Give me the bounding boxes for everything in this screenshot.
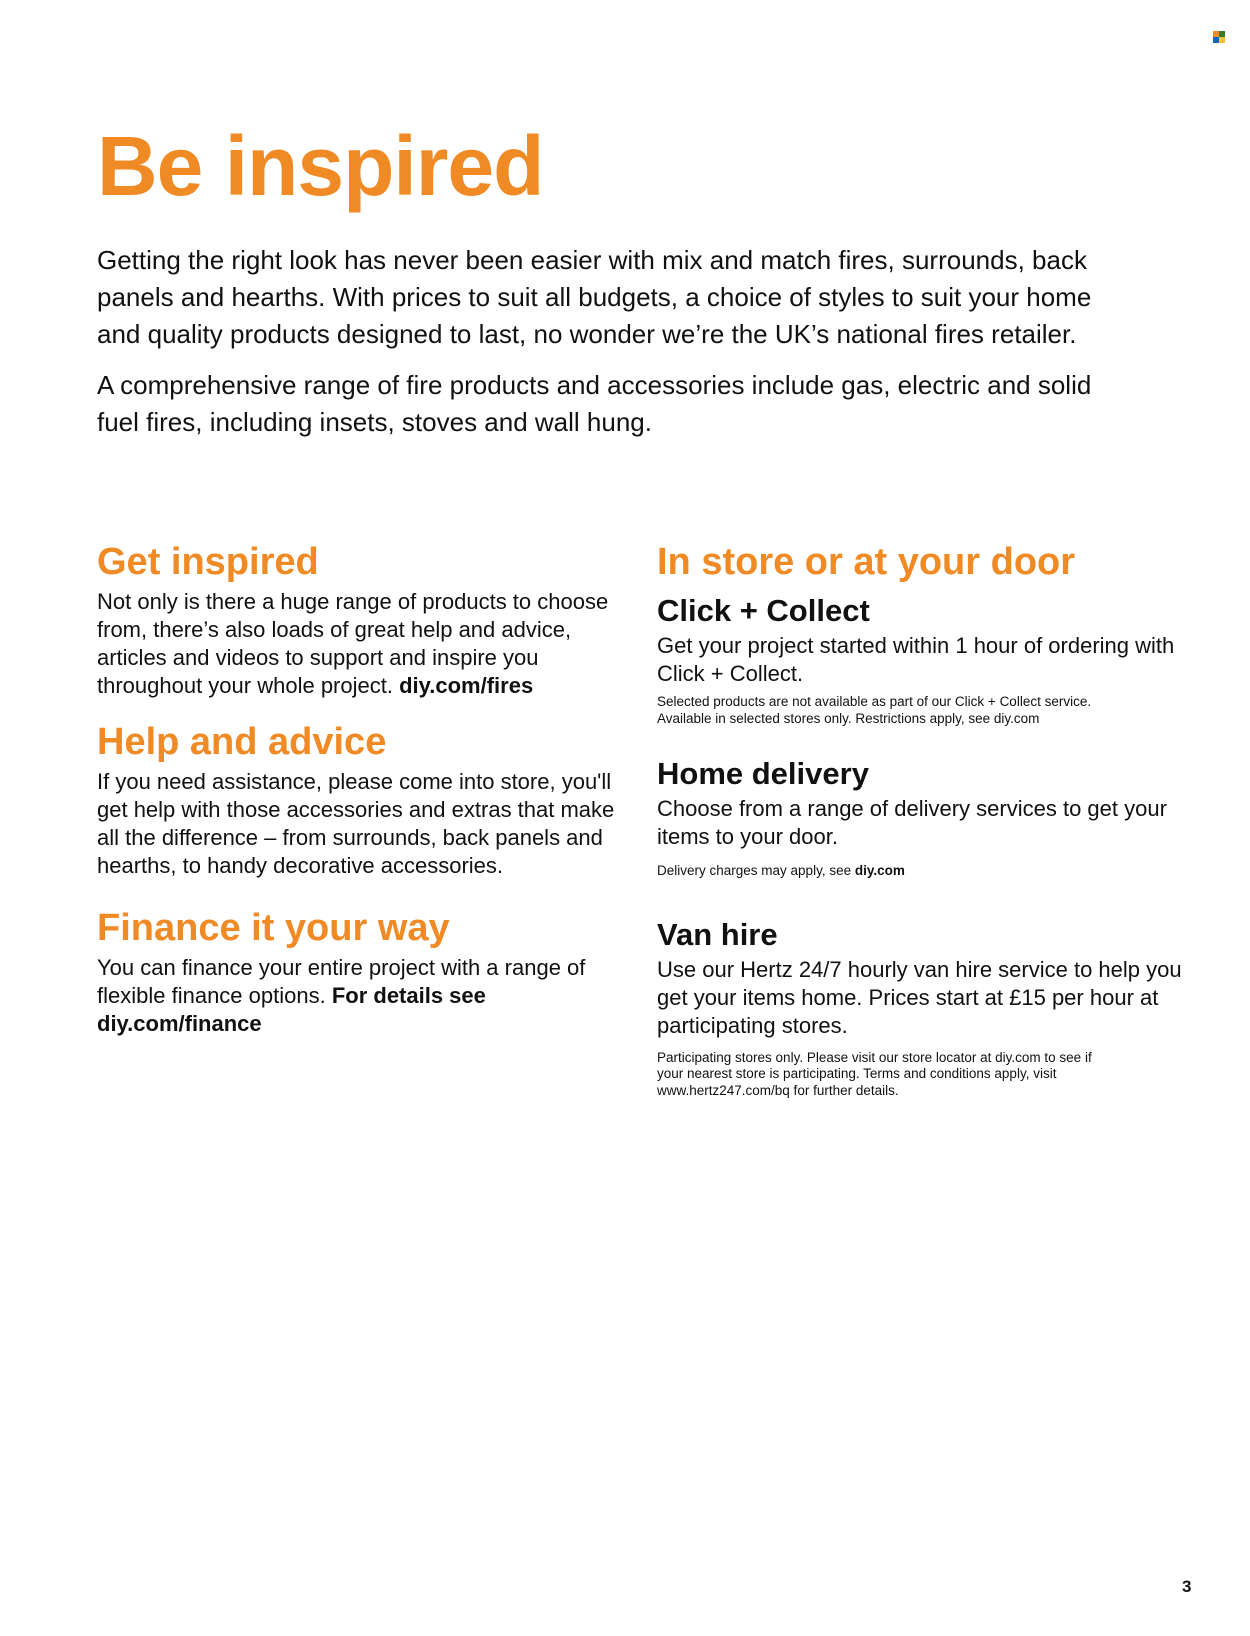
van-hire-text: Use our Hertz 24/7 hourly van hire service to help you get your items home. Prices start at £15 per hour at participating stores. (657, 956, 1182, 1038)
page-number: 3 (1182, 1577, 1192, 1596)
click-collect-note: Selected products are not available as part of our Click + Collect service. Available in selected stores only. Restrictions apply, see diy.com (657, 694, 1092, 726)
fires-link[interactable]: diy.com/fires (399, 673, 534, 698)
brand-logo (1213, 31, 1225, 43)
finance-text (97, 954, 637, 1038)
intro (97, 242, 1137, 455)
home-delivery-note (657, 863, 1197, 880)
help-advice-heading: Help and advice (97, 721, 387, 763)
page-title: Be inspired (97, 119, 544, 213)
intro-paragraph-1: Getting the right look has never been easier with mix and match fires, surrounds, back panels and hearths. With prices to suit all budgets, a choice of styles to suit your home and quality products designed to last, no wonder we’re the UK’s national fires retailer. (97, 245, 1092, 349)
store-door-heading: In store or at your door (657, 541, 1076, 583)
finance-body: You can finance your entire project with a range of flexible finance options. (97, 955, 586, 1008)
click-collect-text: Get your project started within 1 hour of ordering with Click + Collect. (657, 633, 1175, 686)
left-column (97, 538, 637, 1038)
home-delivery-heading: Home delivery (657, 756, 869, 791)
get-inspired-text (97, 588, 637, 700)
get-inspired-heading: Get inspired (97, 541, 319, 583)
delivery-note-text: Delivery charges may apply, see (657, 863, 852, 878)
van-hire-heading: Van hire (657, 916, 778, 952)
get-inspired-body: Not only is there a huge range of products to choose from, there’s also loads of great help and advice, articles and videos to support and inspire you throughout your whole project. (97, 589, 609, 698)
intro-paragraph-2: A comprehensive range of fire products and accessories include gas, electric and solid fuel fires, including insets, stoves and wall hung. (97, 370, 1092, 437)
click-collect-heading: Click + Collect (657, 593, 870, 628)
finance-heading: Finance it your way (97, 907, 450, 949)
van-hire-note: Participating stores only. Please visit our store locator at diy.com to see if your nearest store is participating. Terms and conditions apply, visit www.hertz247.com/bq for further details. (657, 1049, 1092, 1098)
help-advice-text: If you need assistance, please come into store, you'll get help with those accessories and extras that make all the difference – from surrounds, back panels and hearths, to handy decorative accessories. (97, 769, 615, 878)
home-delivery-text: Choose from a range of delivery services to get your items to your door. (657, 796, 1167, 849)
logo-square-yellow (1219, 37, 1225, 43)
right-column (657, 538, 1197, 1099)
delivery-note-link[interactable]: diy.com (854, 863, 905, 878)
finance-link[interactable]: For details see diy.com/finance (97, 983, 486, 1036)
